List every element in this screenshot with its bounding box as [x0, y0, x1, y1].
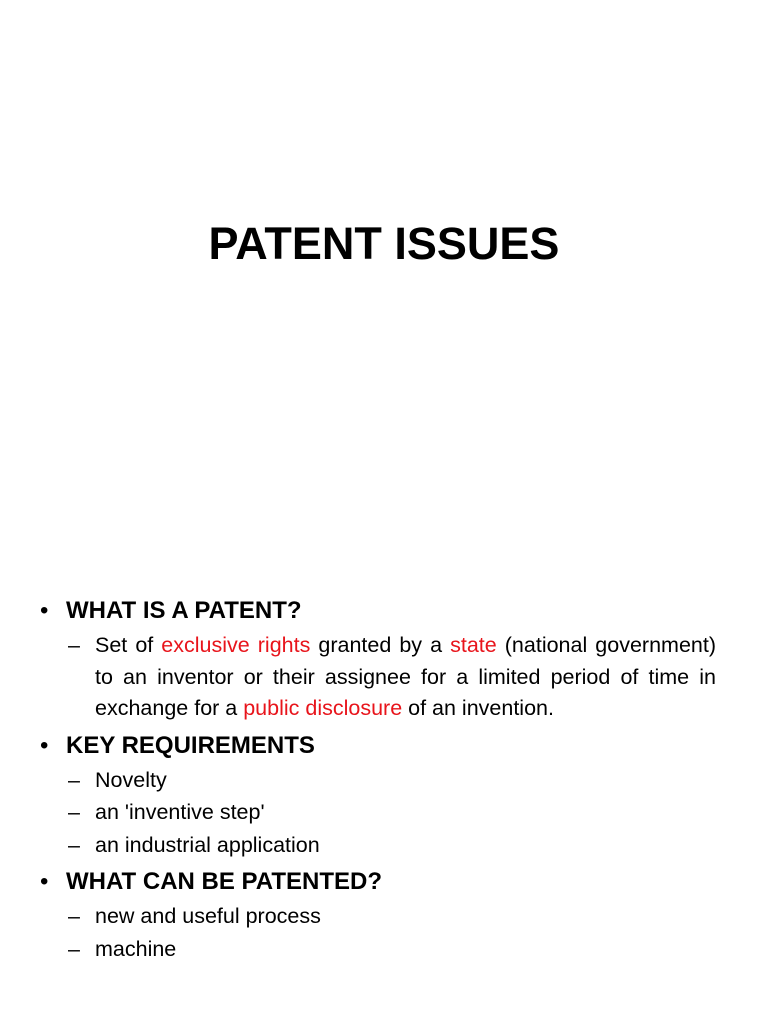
list-item: [68, 630, 716, 725]
dash-icon: –: [68, 904, 80, 928]
patent-definition: Set of exclusive rights granted by a state (national government) to an inventor or their assignee for a limited period of time in exchange for a public disclosure of an invention.: [95, 633, 716, 720]
dash-icon: –: [68, 832, 80, 857]
list-item: – Novelty: [68, 765, 716, 797]
section-heading: KEY REQUIREMENTS: [66, 731, 315, 759]
content-slide: [0, 576, 768, 1024]
list-item: – an industrial application: [68, 830, 716, 862]
bullet-icon: •: [40, 731, 49, 759]
section-heading: WHAT CAN BE PATENTED?: [66, 868, 382, 895]
dash-icon: –: [68, 767, 80, 792]
sub-list: [68, 765, 716, 862]
bullet-icon: •: [40, 868, 49, 895]
list-item: – an 'inventive step': [68, 797, 716, 829]
list-item: – new and useful process: [68, 901, 716, 933]
dash-icon: –: [68, 633, 80, 657]
bullet-icon: •: [40, 597, 49, 624]
sub-list: [68, 901, 716, 965]
highlight-exclusive-rights: exclusive rights: [161, 633, 311, 657]
sub-list: [68, 630, 716, 725]
highlight-public-disclosure: public disclosure: [243, 696, 403, 720]
section-key-requirements: [40, 729, 716, 862]
dash-icon: –: [68, 800, 80, 824]
list-item: – machine: [68, 934, 716, 966]
section-heading: WHAT IS A PATENT?: [66, 597, 302, 624]
bullet-list: [40, 594, 716, 969]
section-what-is-a-patent: [40, 594, 716, 725]
highlight-state: state: [450, 633, 497, 657]
dash-icon: –: [68, 936, 80, 961]
slide-title: PATENT ISSUES: [208, 218, 560, 269]
section-what-can-be-patented: [40, 865, 716, 965]
